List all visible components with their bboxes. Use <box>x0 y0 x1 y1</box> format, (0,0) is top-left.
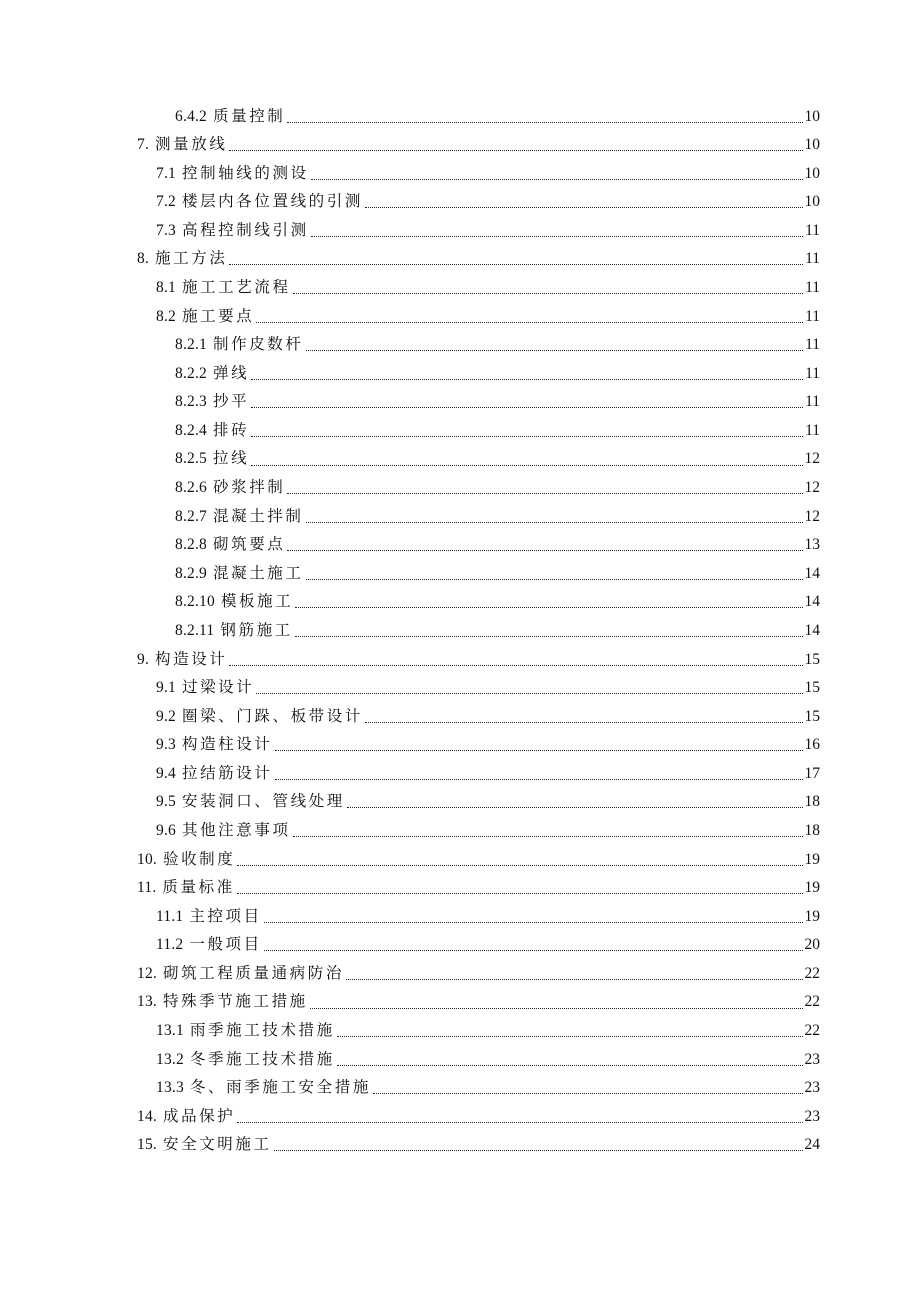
toc-dot-leader <box>237 892 803 894</box>
toc-entry-number: 8.2.1 <box>175 336 207 354</box>
toc-entry-title: 施工要点 <box>181 307 255 325</box>
toc-entry-title: 砌筑工程质量通病防治 <box>162 964 344 982</box>
toc-dot-leader <box>256 321 803 323</box>
toc-entry-page-number: 10 <box>804 193 820 211</box>
toc-dot-leader <box>251 464 802 466</box>
toc-entry-number: 10. <box>137 850 157 868</box>
toc-entry[interactable] <box>0 702 920 731</box>
toc-entry-number: 6.4.2 <box>175 107 207 125</box>
toc-dot-leader <box>237 1121 802 1123</box>
toc-entry-number: 8.2.8 <box>175 536 207 554</box>
toc-entry-number: 7.3 <box>156 221 176 239</box>
toc-dot-leader <box>229 263 803 265</box>
toc-entry-page-number: 12 <box>804 479 820 497</box>
toc-dot-leader <box>365 721 803 723</box>
toc-entry-page-number: 22 <box>804 1022 820 1040</box>
toc-entry-title: 施工方法 <box>155 250 228 268</box>
toc-entry-title: 砌筑要点 <box>213 536 286 554</box>
toc-entry-title: 成品保护 <box>162 1107 236 1125</box>
toc-entry-number: 8.2.7 <box>175 507 207 525</box>
toc-dot-leader <box>295 635 803 637</box>
toc-entry-title: 楼层内各位置线的引测 <box>181 193 363 211</box>
toc-entry-title: 弹线 <box>213 364 250 382</box>
toc-entry-title: 安装洞口、管线处理 <box>181 793 345 811</box>
toc-entry-title: 质量控制 <box>213 107 286 125</box>
toc-dot-leader <box>264 921 803 923</box>
toc-entry-title: 验收制度 <box>162 850 236 868</box>
toc-dot-leader <box>275 778 803 780</box>
toc-entry[interactable] <box>0 416 920 445</box>
toc-entry-page-number: 15 <box>804 707 820 725</box>
toc-dot-leader <box>365 206 803 208</box>
toc-entry[interactable] <box>0 816 920 845</box>
toc-entry[interactable] <box>0 759 920 788</box>
toc-entry[interactable] <box>0 131 920 160</box>
toc-entry-title: 一般项目 <box>189 936 262 954</box>
toc-entry-page-number: 23 <box>804 1079 820 1097</box>
toc-dot-leader <box>311 235 803 237</box>
toc-dot-leader <box>229 149 802 151</box>
toc-dot-leader <box>237 864 802 866</box>
toc-entry-number: 9.4 <box>156 764 176 782</box>
toc-entry[interactable] <box>0 502 920 531</box>
toc-entry-number: 13.2 <box>156 1050 184 1068</box>
toc-dot-leader <box>346 978 803 980</box>
toc-entry-page-number: 19 <box>804 907 820 925</box>
toc-entry-title: 混凝土拌制 <box>213 507 304 525</box>
toc-entry-title: 特殊季节施工措施 <box>162 993 308 1011</box>
toc-entry-title: 主控项目 <box>189 907 262 925</box>
toc-entry-number: 8.2.11 <box>175 621 215 639</box>
toc-entry-number: 8.1 <box>156 279 176 296</box>
toc-entry-title: 构造设计 <box>155 650 228 668</box>
toc-entry[interactable] <box>0 474 920 503</box>
toc-dot-leader <box>337 1035 803 1037</box>
toc-entry[interactable] <box>0 159 920 188</box>
toc-entry-page-number: 12 <box>804 507 820 525</box>
toc-entry[interactable] <box>0 359 920 388</box>
toc-entry-page-number: 11 <box>805 307 820 325</box>
toc-entry-page-number: 12 <box>804 450 820 468</box>
toc-entry[interactable] <box>0 874 920 903</box>
toc-dot-leader <box>306 349 804 351</box>
toc-entry-page-number: 14 <box>804 593 820 611</box>
toc-entry[interactable] <box>0 302 920 331</box>
toc-entry-page-number: 19 <box>804 879 820 897</box>
toc-entry-number: 8.2 <box>156 307 176 325</box>
toc-entry-number: 14. <box>137 1107 157 1125</box>
toc-entry[interactable] <box>0 245 920 274</box>
toc-entry[interactable] <box>0 788 920 817</box>
toc-entry[interactable] <box>0 988 920 1017</box>
toc-entry-page-number: 23 <box>804 1107 820 1125</box>
toc-entry-page-number: 22 <box>804 993 820 1011</box>
toc-entry[interactable] <box>0 331 920 360</box>
toc-entry[interactable] <box>0 959 920 988</box>
toc-entry-number: 11.2 <box>156 936 184 954</box>
toc-entry-title: 制作皮数杆 <box>213 336 304 354</box>
toc-entry-page-number: 18 <box>804 821 820 839</box>
toc-dot-leader <box>293 835 803 837</box>
toc-entry[interactable] <box>0 588 920 617</box>
toc-dot-leader <box>251 435 803 437</box>
toc-entry[interactable] <box>0 531 920 560</box>
toc-dot-leader <box>373 1092 803 1094</box>
toc-entry-page-number: 11 <box>805 279 820 296</box>
toc-entry[interactable] <box>0 1131 920 1160</box>
toc-entry-title: 抄平 <box>213 393 250 411</box>
toc-dot-leader <box>347 806 803 808</box>
toc-entry-page-number: 15 <box>804 679 820 697</box>
toc-entry[interactable] <box>0 273 920 302</box>
toc-entry[interactable] <box>0 1102 920 1131</box>
toc-entry-number: 13. <box>137 993 157 1011</box>
toc-entry-page-number: 11 <box>805 364 820 382</box>
toc-entry-number: 8.2.4 <box>175 421 207 439</box>
toc-entry-number: 12. <box>137 964 157 982</box>
toc-entry[interactable] <box>0 445 920 474</box>
toc-entry-number: 7.1 <box>156 164 176 182</box>
toc-entry-page-number: 11 <box>805 393 820 411</box>
toc-entry-number: 8.2.3 <box>175 393 207 411</box>
toc-entry-number: 9. <box>137 650 150 668</box>
table-of-contents <box>0 102 920 1159</box>
toc-dot-leader <box>295 606 802 608</box>
toc-entry-title: 混凝土施工 <box>213 564 304 582</box>
toc-entry-title: 过梁设计 <box>181 679 255 697</box>
toc-entry[interactable] <box>0 674 920 703</box>
toc-dot-leader <box>274 1149 803 1151</box>
toc-entry-number: 13.3 <box>156 1079 184 1097</box>
toc-entry-number: 9.6 <box>156 821 176 839</box>
toc-dot-leader <box>256 692 802 694</box>
toc-entry-title: 质量标准 <box>162 879 235 897</box>
toc-entry-title: 冬、雨季施工安全措施 <box>189 1079 371 1097</box>
toc-entry[interactable] <box>0 931 920 960</box>
toc-entry[interactable] <box>0 902 920 931</box>
toc-entry-number: 8.2.9 <box>175 564 207 582</box>
toc-entry-title: 高程控制线引测 <box>181 221 309 239</box>
toc-entry-number: 15. <box>137 1136 157 1154</box>
toc-entry-number: 8.2.6 <box>175 479 207 497</box>
toc-dot-leader <box>229 664 802 666</box>
toc-entry-page-number: 11 <box>805 336 820 354</box>
toc-entry[interactable] <box>0 1074 920 1103</box>
toc-entry-page-number: 10 <box>804 136 820 154</box>
toc-entry[interactable] <box>0 388 920 417</box>
toc-entry-title: 施工工艺流程 <box>181 279 291 296</box>
toc-entry[interactable] <box>0 731 920 760</box>
toc-entry-title: 圈梁、门跺、板带设计 <box>181 707 363 725</box>
toc-dot-leader <box>275 749 803 751</box>
toc-entry[interactable] <box>0 188 920 217</box>
toc-entry-number: 9.5 <box>156 793 176 811</box>
toc-entry-title: 雨季施工技术措施 <box>189 1022 335 1040</box>
toc-dot-leader <box>287 549 802 551</box>
toc-entry-title: 拉结筋设计 <box>181 764 273 782</box>
toc-entry-title: 冬季施工技术措施 <box>189 1050 335 1068</box>
toc-entry-page-number: 16 <box>804 736 820 754</box>
toc-entry[interactable] <box>0 616 920 645</box>
toc-entry[interactable] <box>0 559 920 588</box>
toc-entry-page-number: 23 <box>804 1050 820 1068</box>
toc-dot-leader <box>287 492 802 494</box>
toc-dot-leader <box>287 121 802 123</box>
toc-entry-number: 11.1 <box>156 907 184 925</box>
toc-entry-title: 模板施工 <box>220 593 294 611</box>
toc-entry-number: 9.1 <box>156 679 176 697</box>
toc-entry-number: 8.2.10 <box>175 593 215 611</box>
toc-entry[interactable] <box>0 102 920 131</box>
toc-dot-leader <box>306 578 803 580</box>
toc-entry-page-number: 11 <box>805 250 820 268</box>
toc-entry-number: 8. <box>137 250 150 268</box>
toc-entry[interactable] <box>0 845 920 874</box>
toc-dot-leader <box>293 292 803 294</box>
toc-entry-number: 9.3 <box>156 736 176 754</box>
toc-entry-title: 拉线 <box>213 450 250 468</box>
toc-entry-number: 11. <box>137 879 157 897</box>
toc-entry-page-number: 15 <box>804 650 820 668</box>
toc-entry-page-number: 18 <box>804 793 820 811</box>
toc-entry-title: 控制轴线的测设 <box>181 164 309 182</box>
toc-dot-leader <box>310 1007 803 1009</box>
toc-dot-leader <box>306 521 803 523</box>
toc-entry-page-number: 22 <box>804 964 820 982</box>
toc-entry-title: 构造柱设计 <box>181 736 273 754</box>
toc-entry-page-number: 10 <box>804 164 820 182</box>
toc-dot-leader <box>251 378 803 380</box>
toc-dot-leader <box>251 406 803 408</box>
toc-entry[interactable] <box>0 216 920 245</box>
toc-entry-page-number: 14 <box>804 564 820 582</box>
toc-entry-title: 安全文明施工 <box>162 1136 272 1154</box>
toc-entry-page-number: 19 <box>804 850 820 868</box>
toc-entry-page-number: 24 <box>804 1136 820 1154</box>
toc-dot-leader <box>337 1064 803 1066</box>
toc-entry-page-number: 14 <box>804 621 820 639</box>
toc-entry-title: 砂浆拌制 <box>213 479 286 497</box>
toc-entry-number: 8.2.5 <box>175 450 207 468</box>
toc-entry-page-number: 17 <box>804 764 820 782</box>
toc-entry-page-number: 11 <box>805 221 820 239</box>
toc-entry[interactable] <box>0 1017 920 1046</box>
toc-entry-number: 9.2 <box>156 707 176 725</box>
toc-entry-page-number: 10 <box>804 107 820 125</box>
toc-entry-title: 排砖 <box>213 421 250 439</box>
toc-entry-number: 7.2 <box>156 193 176 211</box>
toc-entry-page-number: 11 <box>805 421 820 439</box>
toc-entry-page-number: 20 <box>804 936 820 954</box>
toc-entry[interactable] <box>0 645 920 674</box>
toc-dot-leader <box>311 178 803 180</box>
toc-entry-title: 其他注意事项 <box>181 821 291 839</box>
toc-entry-page-number: 13 <box>804 536 820 554</box>
toc-entry-number: 13.1 <box>156 1022 184 1040</box>
toc-entry-number: 8.2.2 <box>175 364 207 382</box>
toc-dot-leader <box>264 949 803 951</box>
toc-entry-title: 钢筋施工 <box>220 621 293 639</box>
toc-entry-number: 7. <box>137 136 150 154</box>
toc-entry-title: 测量放线 <box>155 136 228 154</box>
toc-entry[interactable] <box>0 1045 920 1074</box>
